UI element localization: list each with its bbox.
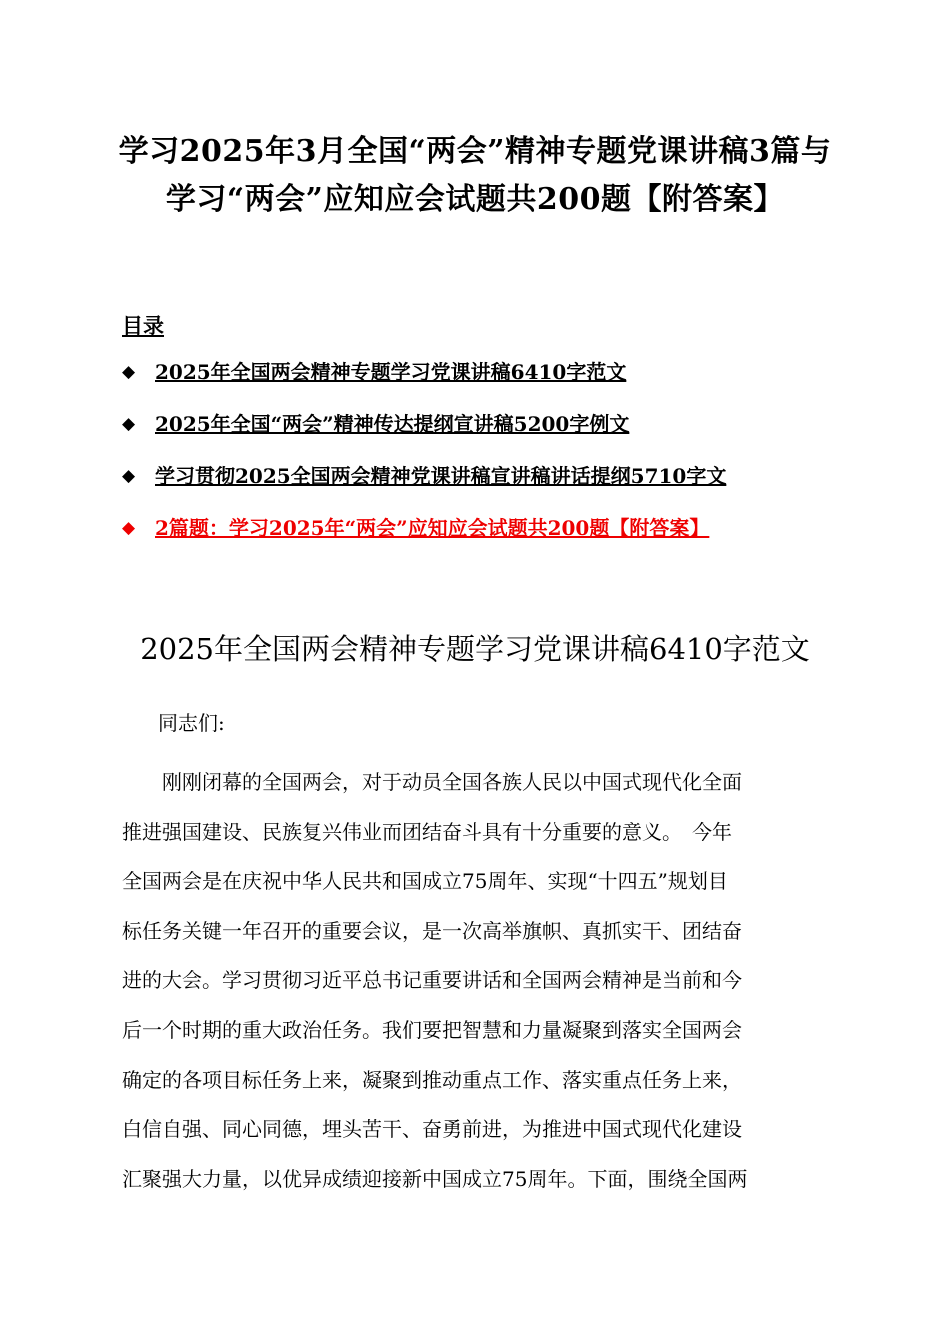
diamond-bullet-icon: ◆ [122, 414, 136, 434]
diamond-bullet-icon: ◆ [122, 466, 136, 486]
toc-item [122, 514, 882, 566]
toc-item [122, 462, 882, 514]
paragraph-line: 白信自强、同心同德，埋头苦干、奋勇前进，为推进中国式现代化建设 [122, 1117, 742, 1142]
toc-link-4[interactable]: 2篇题：学习2025年“两会”应知应会试题共200题【附答案】 [155, 516, 710, 540]
paragraph-line: 确定的各项目标任务上来，凝聚到推动重点工作、落实重点任务上来， [122, 1067, 742, 1092]
toc-link-3[interactable]: 学习贯彻2025全国两会精神党课讲稿宣讲稿讲话提纲5710字文 [155, 464, 727, 488]
table-of-contents [122, 358, 882, 566]
paragraph-line: 标任务关键一年召开的重要会议，是一次高举旗帜、真抓实干、团结奋 [122, 918, 742, 943]
toc-heading: 目录 [122, 313, 164, 338]
section-title: 2025年全国两会精神专题学习党课讲稿6410字范文 [140, 632, 810, 667]
paragraph-line: 推进强国建设、民族复兴伟业而团结奋斗具有十分重要的意义。 今年 [122, 819, 732, 844]
paragraph-line: 后一个时期的重大政治任务。我们要把智慧和力量凝聚到落实全国两会 [122, 1017, 742, 1042]
toc-item [122, 358, 882, 410]
diamond-bullet-icon: ◆ [122, 362, 136, 382]
document-title-line-1: 学习2025年3月全国“两会”精神专题党课讲稿3篇与 [118, 134, 832, 169]
paragraph-line: 进的大会。学习贯彻习近平总书记重要讲话和全国两会精神是当前和今 [122, 968, 742, 993]
document-title-line-2: 学习“两会”应知应会试题共200题【附答案】 [165, 182, 785, 217]
salutation: 同志们: [158, 711, 225, 735]
toc-link-2[interactable]: 2025年全国“两会”精神传达提纲宣讲稿5200字例文 [155, 412, 630, 436]
toc-item [122, 410, 882, 462]
paragraph-line: 全国两会是在庆祝中华人民共和国成立75周年、实现“十四五”规划目 [122, 869, 728, 894]
body-paragraph [122, 758, 824, 1204]
paragraph-line: 汇聚强大力量，以优异成绩迎接新中国成立75周年。下面，围绕全国两 [122, 1166, 748, 1191]
document-title [60, 128, 890, 224]
diamond-bullet-icon: ◆ [122, 518, 136, 538]
toc-link-1[interactable]: 2025年全国两会精神专题学习党课讲稿6410字范文 [155, 360, 627, 384]
paragraph-line: 刚刚闭幕的全国两会，对于动员全国各族人民以中国式现代化全面 [122, 770, 742, 794]
